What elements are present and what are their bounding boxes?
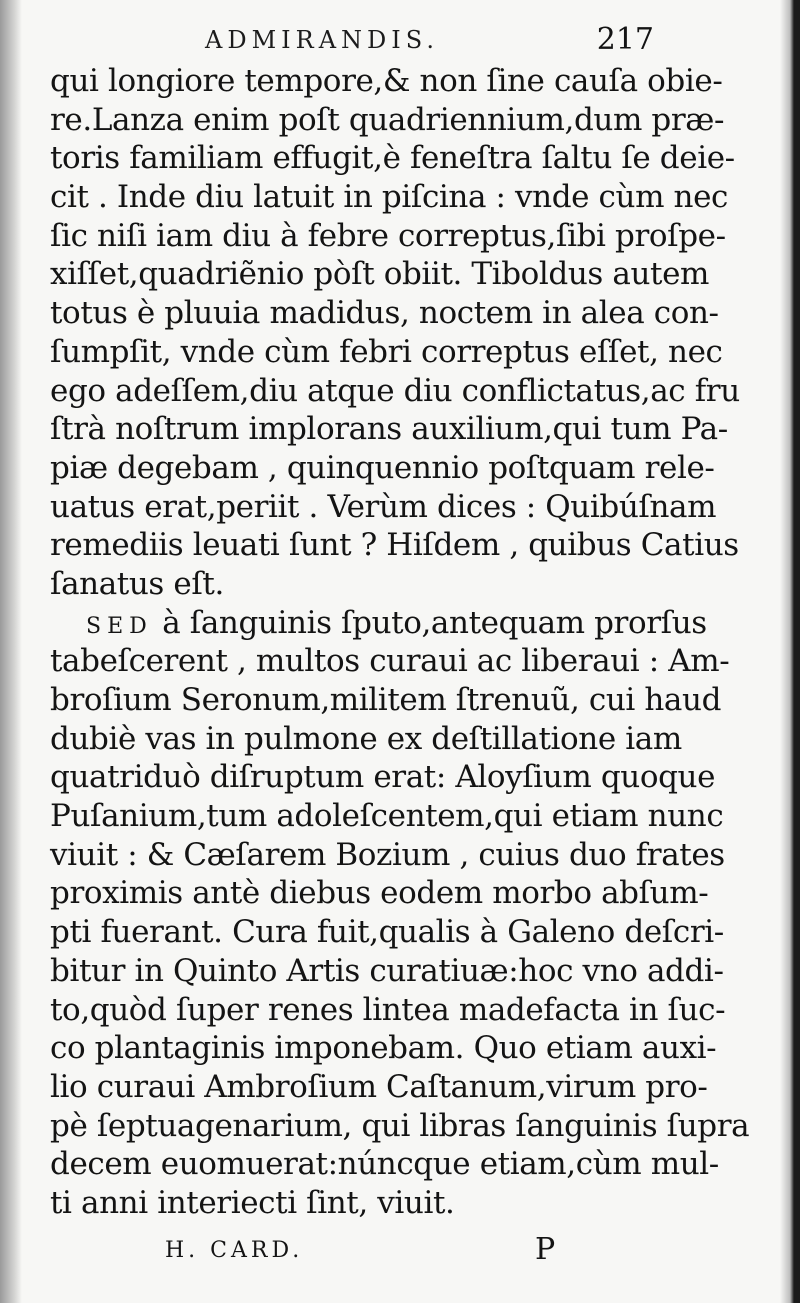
text-line: ſumpſit, vnde cùm febri correptus eſſet, nec [50,333,723,370]
page-header [50,22,660,62]
text-line: ſic niſi iam diu à febre correptus,ſibi proſpe- [50,217,726,254]
text-line: remediis leuati ſunt ? Hiſdem , quibus Catius [50,527,739,564]
running-head: ADMIRANDIS. [205,26,439,54]
text-line: cit . Inde diu latuit in piſcina : vnde cùm nec [50,179,728,216]
first-line-text: à ſanguinis ſputo,antequam prorſus [152,604,707,641]
paragraph-initial: SED [86,613,153,639]
catchword: P [535,1232,556,1267]
text-line: dubiè vas in pulmone ex deſtillatione iam [50,720,682,757]
page-gutter-shadow [0,0,22,1303]
text-line: co plantaginis imponebam. Quo etiam auxi- [50,1030,717,1067]
text-line: to,quòd ſuper renes lintea madefacta in ſuc- [50,991,726,1028]
text-line: proximis antè diebus eodem morbo abſum- [50,875,709,912]
text-line: viuit : & Cæſarem Bozium , cuius duo frates [50,836,725,873]
text-line: Puſanium,tum adoleſcentem,qui etiam nunc [50,798,724,835]
text-line: quatriduò diſruptum erat: Aloyſium quoque [50,759,716,796]
text-line: piæ degebam , quinquennio poſtquam rele- [50,449,715,486]
text-line: uatus erat,periit . Verùm dices : Quibúſnam [50,488,717,525]
page-footer [50,1232,650,1272]
text-line: bitur in Quinto Artis curatiuæ:hoc vno addi- [50,952,724,989]
signature-mark: H. CARD. [165,1238,304,1263]
text-line: re.Lanza enim poſt quadriennium,dum præ- [50,101,725,138]
text-line: broſium Seronum,militem ſtrenuũ, cui haud [50,682,722,718]
text-line [50,604,707,643]
text-line: ego adeſſem,diu atque diu conflictatus,ac fru [50,372,740,409]
text-line: ti anni interiecti ſint, viuit. [50,1184,455,1221]
text-line: qui longiore tempore,& non ſine cauſa obie- [50,63,723,99]
text-line: decem euomuerat:núncque etiam,cùm mul- [50,1146,719,1183]
paragraph-2 [50,604,750,1223]
page-edge-shadow [780,0,800,1303]
page-number: 217 [596,22,654,57]
text-line: pti fuerant. Cura fuit,qualis à Galeno deſcri- [50,914,724,951]
text-line: xiſſet,quadriẽnio pòſt obiit. Tiboldus autem [50,256,710,293]
text-line: totus è pluuia madidus, noctem in alea con- [50,295,719,332]
paragraph-1 [50,62,740,604]
text-line: ſanatus eſt. [50,565,224,602]
text-line: toris familiam effugit,è feneſtra ſaltu ſe deie- [50,140,735,177]
body-text [50,62,750,1223]
text-line: lio curaui Ambroſium Caſtanum,virum pro- [50,1068,708,1105]
text-line: tabeſcerent , multos curaui ac liberaui : Am- [50,643,730,680]
text-line: pè ſeptuagenarium, qui libras ſanguinis ſupra [50,1107,750,1144]
text-line: ſtrà noſtrum implorans auxilium,qui tum Pa- [50,411,728,448]
